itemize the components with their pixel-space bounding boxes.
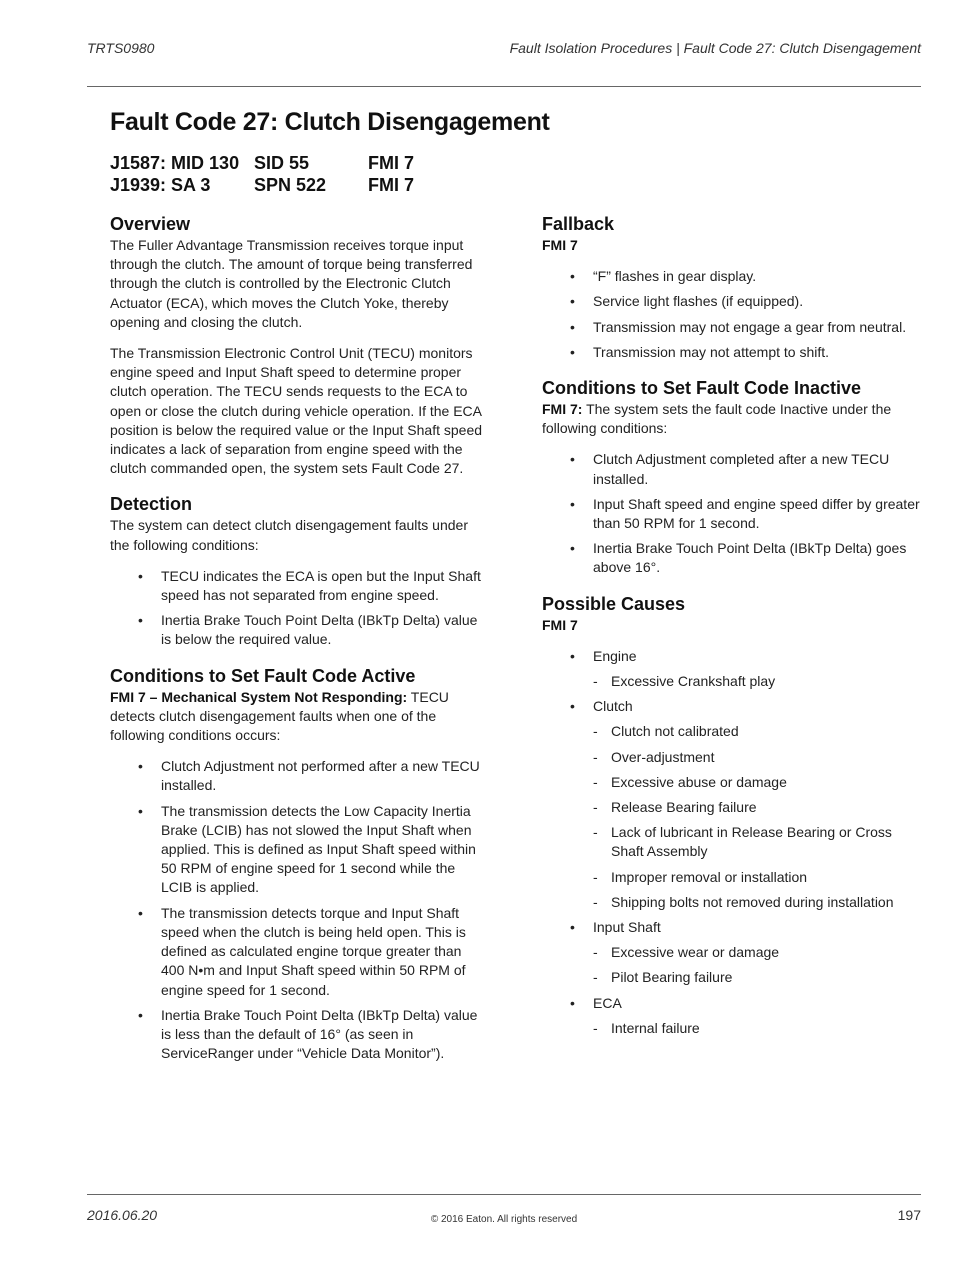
cause-item: - Excessive Crankshaft play — [593, 672, 927, 691]
right-column — [542, 212, 927, 1052]
list-item: • Inertia Brake Touch Point Delta (IBkTp Delta) value is less than the default of 16° (as seen in ServiceRanger under “Vehicle Data Monitor”). — [110, 1006, 485, 1064]
cause-group-name: Engine — [593, 647, 637, 664]
code-protocol: J1587: MID 130 — [110, 153, 240, 173]
list-item: • Transmission may not engage a gear from neutral. — [542, 318, 927, 337]
footer-copyright: © 2016 Eaton. All rights reserved — [430, 1214, 578, 1225]
overview-paragraph: The Transmission Electronic Control Unit (TECU) monitors engine speed and Input Shaft speed to determine proper clutch operation. The TECU sends requests to the ECA to open or close the clutch during vehicle operation. If the ECA position is below the required value or the Input Shaft speed indicates a lack of separation from engine speed with the clutch commanded open, the system sets Fault Code 27. — [110, 345, 483, 477]
cause-item: - Excessive wear or damage — [593, 943, 927, 962]
cause-item: - Pilot Bearing failure — [593, 968, 927, 987]
inactive-conditions-heading: Conditions to Set Fault Code Inactive — [542, 378, 862, 399]
list-item: • The transmission detects torque and Input Shaft speed when the clutch is being held open. This is defined as calculated engine torque greater than 400 N•m and Input Shaft speed within 50 RPM of engine speed for 1 second. — [110, 904, 485, 1000]
cause-sublist — [593, 722, 927, 912]
code-protocol: J1939: SA 3 — [110, 175, 211, 195]
cause-item: - Clutch not calibrated — [593, 722, 927, 741]
cause-group-name: Clutch — [593, 698, 633, 715]
cause-group-name: ECA — [593, 994, 622, 1011]
detection-heading: Detection — [110, 494, 193, 515]
cause-sublist — [593, 672, 927, 691]
active-conditions-intro — [110, 688, 485, 746]
fmi-label: FMI 7 — [542, 616, 578, 633]
cause-item: - Over-adjustment — [593, 748, 927, 767]
code-id: SPN 522 — [254, 175, 327, 195]
fallback-list — [542, 267, 927, 362]
intro-text: TECU detects clutch disengagement faults when one of the following conditions occurs: — [110, 688, 449, 744]
code-id: SID 55 — [254, 153, 310, 173]
possible-causes-list — [542, 647, 927, 1038]
code-fmi: FMI 7 — [368, 175, 415, 195]
left-column — [110, 212, 485, 1077]
cause-group-name: Input Shaft — [593, 919, 661, 936]
detection-intro: The system can detect clutch disengagement faults under the following conditions: — [110, 517, 468, 553]
list-item: • Input Shaft speed and engine speed differ by greater than 50 RPM for 1 second. — [542, 495, 927, 533]
possible-causes-heading: Possible Causes — [542, 593, 686, 614]
cause-item: - Excessive abuse or damage — [593, 773, 927, 792]
page-header — [87, 38, 921, 87]
cause-sublist — [593, 1019, 927, 1038]
inactive-conditions-list — [542, 450, 927, 577]
document-id: TRTS0980 — [87, 40, 155, 56]
cause-group — [542, 647, 927, 691]
list-item: • Clutch Adjustment not performed after a new TECU installed. — [110, 757, 485, 795]
cause-group — [542, 918, 927, 988]
cause-item: - Improper removal or installation — [593, 868, 927, 887]
fmi-label: FMI 7 – Mechanical System Not Responding: — [110, 688, 408, 705]
overview-paragraph: The Fuller Advantage Transmission receives torque input through the clutch. The amount of torque being transferred through the clutch is controlled by the Electronic Clutch Actuator (ECA), which moves the Clutch Yoke, thereby opening and closing the clutch. — [110, 237, 473, 330]
fallback-heading: Fallback — [542, 214, 615, 234]
page-footer — [87, 1194, 921, 1235]
fmi-label: FMI 7: — [542, 401, 583, 418]
cause-group — [542, 697, 927, 912]
list-item: • TECU indicates the ECA is open but the Input Shaft speed has not separated from engine speed. — [110, 567, 485, 605]
header-section-title: Fault Isolation Procedures | Fault Code 27: Clutch Disengagement — [509, 40, 921, 56]
page-title: Fault Code 27: Clutch Disengagement — [110, 108, 550, 136]
active-conditions-list — [110, 757, 485, 1063]
intro-text: The system sets the fault code Inactive under the following conditions: — [542, 401, 892, 437]
list-item: • The transmission detects the Low Capacity Inertia Brake (LCIB) has not slowed the Input Shaft when applied. This is defined as Input Shaft speed within 50 RPM of engine speed for 1 second while the LCIB is applied. — [110, 802, 485, 898]
cause-item: - Lack of lubricant in Release Bearing or Cross Shaft Assembly — [593, 823, 927, 861]
list-item: • “F” flashes in gear display. — [542, 267, 927, 286]
list-item: • Inertia Brake Touch Point Delta (IBkTp Delta) goes above 16°. — [542, 539, 927, 577]
inactive-conditions-section — [542, 376, 927, 578]
detection-list — [110, 567, 485, 650]
cause-item: - Release Bearing failure — [593, 798, 927, 817]
list-item: • Inertia Brake Touch Point Delta (IBkTp Delta) value is below the required value. — [110, 611, 485, 649]
list-item: • Transmission may not attempt to shift. — [542, 343, 927, 362]
possible-causes-section — [542, 592, 927, 1038]
fallback-section — [542, 212, 927, 362]
overview-heading: Overview — [110, 214, 191, 234]
list-item: • Clutch Adjustment completed after a new TECU installed. — [542, 450, 927, 488]
code-fmi: FMI 7 — [368, 153, 415, 173]
inactive-conditions-intro — [542, 400, 927, 438]
cause-item: - Internal failure — [593, 1019, 927, 1038]
page-number: 197 — [897, 1207, 921, 1223]
active-conditions-section — [110, 664, 485, 1064]
fmi-label: FMI 7 — [542, 237, 578, 253]
overview-section — [110, 212, 485, 478]
cause-sublist — [593, 943, 927, 987]
detection-section — [110, 492, 485, 649]
active-conditions-heading: Conditions to Set Fault Code Active — [110, 665, 416, 686]
cause-item: - Shipping bolts not removed during installation — [593, 893, 927, 912]
cause-group — [542, 994, 927, 1038]
list-item: • Service light flashes (if equipped). — [542, 292, 927, 311]
footer-date: 2016.06.20 — [87, 1207, 158, 1223]
